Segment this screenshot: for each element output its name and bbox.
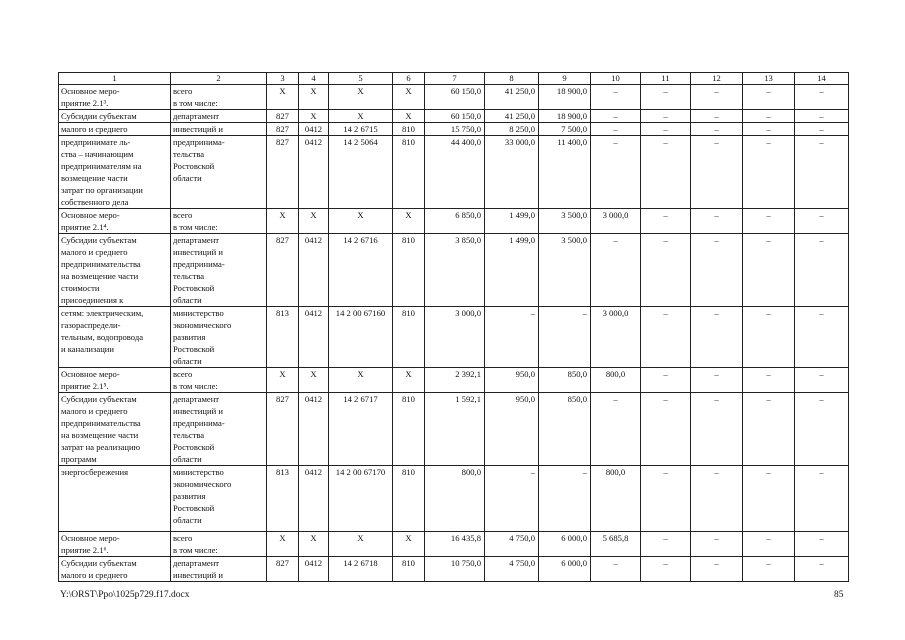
activity-cell: Основное меро- приятие 2.1⁴. (59, 209, 171, 234)
table-row (59, 110, 849, 123)
value-cell: 950,0 (485, 368, 539, 393)
value-cell: – (691, 466, 743, 532)
value-cell: – (743, 110, 795, 123)
value-cell: – (743, 557, 795, 582)
executor-cell: департамент инвестиций и предпринима- тельства Ростовской области (171, 393, 267, 466)
value-cell: 827 (267, 557, 299, 582)
table-row (59, 234, 849, 307)
value-cell: 6 000,0 (539, 557, 591, 582)
column-header: 11 (641, 73, 691, 85)
value-cell: – (641, 209, 691, 234)
activity-cell: Субсидии субъектам малого и среднего предпринимательства на возмещение части стоимости присоединения к (59, 234, 171, 307)
column-header: 4 (299, 73, 329, 85)
executor-cell: инвестиций и (171, 123, 267, 136)
value-cell: X (393, 532, 425, 557)
value-cell: – (691, 393, 743, 466)
value-cell: – (691, 557, 743, 582)
table-row (59, 307, 849, 368)
value-cell: 18 900,0 (539, 85, 591, 110)
value-cell: X (393, 368, 425, 393)
value-cell: 14 2 6716 (329, 234, 393, 307)
value-cell: 800,0 (425, 466, 485, 532)
value-cell: 10 750,0 (425, 557, 485, 582)
executor-cell: министерство экономического развития Ростовской области (171, 307, 267, 368)
value-cell: – (795, 368, 849, 393)
value-cell: – (591, 110, 641, 123)
value-cell: – (539, 466, 591, 532)
activity-cell: Субсидии субъектам малого и среднего предпринимательства на возмещение части затрат на реализацию программ (59, 393, 171, 466)
value-cell: – (641, 307, 691, 368)
value-cell: – (641, 466, 691, 532)
column-header: 9 (539, 73, 591, 85)
value-cell: 810 (393, 136, 425, 209)
value-cell: – (641, 85, 691, 110)
value-cell: – (743, 307, 795, 368)
value-cell: 8 250,0 (485, 123, 539, 136)
value-cell: 827 (267, 110, 299, 123)
activity-cell: предпринимате ль- ства – начинающим предпринимателям на возмещение части затрат по организации собственного дела (59, 136, 171, 209)
value-cell: – (591, 393, 641, 466)
column-header: 5 (329, 73, 393, 85)
value-cell: – (485, 466, 539, 532)
value-cell: 3 500,0 (539, 234, 591, 307)
value-cell: 0412 (299, 557, 329, 582)
value-cell: – (743, 209, 795, 234)
activity-cell: Основное меро- приятие 2.1⁶. (59, 532, 171, 557)
value-cell: X (299, 209, 329, 234)
value-cell: 800,0 (591, 368, 641, 393)
activity-cell: Основное меро- приятие 2.1³. (59, 85, 171, 110)
value-cell: 810 (393, 234, 425, 307)
activity-cell: Субсидии субъектам (59, 110, 171, 123)
value-cell: 60 150,0 (425, 110, 485, 123)
value-cell: X (329, 368, 393, 393)
value-cell: 14 2 00 67170 (329, 466, 393, 532)
activity-cell: энергосбережения (59, 466, 171, 532)
value-cell: – (591, 234, 641, 307)
value-cell: – (691, 368, 743, 393)
value-cell: – (743, 532, 795, 557)
activity-cell: Основное меро- приятие 2.1⁵. (59, 368, 171, 393)
value-cell: 41 250,0 (485, 85, 539, 110)
value-cell: 3 000,0 (591, 307, 641, 368)
value-cell: – (591, 136, 641, 209)
value-cell: 16 435,8 (425, 532, 485, 557)
value-cell: – (795, 557, 849, 582)
value-cell: X (329, 110, 393, 123)
value-cell: – (539, 307, 591, 368)
value-cell: 827 (267, 234, 299, 307)
value-cell: – (591, 557, 641, 582)
value-cell: X (299, 532, 329, 557)
value-cell: – (691, 110, 743, 123)
value-cell: 41 250,0 (485, 110, 539, 123)
value-cell: – (691, 123, 743, 136)
value-cell: – (691, 85, 743, 110)
value-cell: 14 2 00 67160 (329, 307, 393, 368)
value-cell: – (795, 393, 849, 466)
executor-cell: департамент инвестиций и предпринима- тельства Ростовской области (171, 234, 267, 307)
value-cell: 0412 (299, 136, 329, 209)
value-cell: 810 (393, 123, 425, 136)
page-number: 85 (834, 590, 844, 600)
value-cell: – (641, 234, 691, 307)
value-cell: 0412 (299, 307, 329, 368)
budget-table (58, 72, 849, 582)
value-cell: 850,0 (539, 368, 591, 393)
value-cell: 2 392,1 (425, 368, 485, 393)
value-cell: 11 400,0 (539, 136, 591, 209)
value-cell: – (641, 532, 691, 557)
executor-cell: всего в том числе: (171, 85, 267, 110)
value-cell: 1 592,1 (425, 393, 485, 466)
value-cell: – (691, 307, 743, 368)
value-cell: 0412 (299, 234, 329, 307)
value-cell: 14 2 6718 (329, 557, 393, 582)
value-cell: – (795, 85, 849, 110)
value-cell: – (743, 123, 795, 136)
value-cell: – (743, 85, 795, 110)
value-cell: 44 400,0 (425, 136, 485, 209)
value-cell: 18 900,0 (539, 110, 591, 123)
value-cell: – (641, 123, 691, 136)
value-cell: – (795, 123, 849, 136)
value-cell: 4 750,0 (485, 557, 539, 582)
value-cell: X (393, 209, 425, 234)
value-cell: – (641, 136, 691, 209)
value-cell: 810 (393, 557, 425, 582)
value-cell: X (299, 110, 329, 123)
value-cell: X (267, 532, 299, 557)
value-cell: – (691, 136, 743, 209)
value-cell: – (743, 234, 795, 307)
value-cell: – (691, 209, 743, 234)
column-header: 8 (485, 73, 539, 85)
value-cell: – (485, 307, 539, 368)
value-cell: 3 850,0 (425, 234, 485, 307)
value-cell: – (641, 110, 691, 123)
activity-cell: малого и среднего (59, 123, 171, 136)
value-cell: – (795, 532, 849, 557)
value-cell: – (591, 85, 641, 110)
column-header: 14 (795, 73, 849, 85)
executor-cell: предпринима- тельства Ростовской области (171, 136, 267, 209)
value-cell: 3 500,0 (539, 209, 591, 234)
table-row (59, 123, 849, 136)
value-cell: 1 499,0 (485, 209, 539, 234)
executor-cell: всего в том числе: (171, 209, 267, 234)
activity-cell: Субсидии субъектам малого и среднего (59, 557, 171, 582)
value-cell: – (795, 307, 849, 368)
value-cell: 14 2 6715 (329, 123, 393, 136)
value-cell: – (641, 368, 691, 393)
value-cell: 6 850,0 (425, 209, 485, 234)
table-row (59, 85, 849, 110)
table-row (59, 393, 849, 466)
value-cell: 800,0 (591, 466, 641, 532)
value-cell: – (795, 110, 849, 123)
value-cell: 827 (267, 136, 299, 209)
value-cell: 850,0 (539, 393, 591, 466)
value-cell: X (329, 532, 393, 557)
value-cell: 827 (267, 393, 299, 466)
value-cell: X (299, 85, 329, 110)
table-row (59, 136, 849, 209)
value-cell: X (393, 110, 425, 123)
value-cell: – (691, 532, 743, 557)
value-cell: 0412 (299, 393, 329, 466)
value-cell: 3 000,0 (425, 307, 485, 368)
value-cell: – (641, 393, 691, 466)
table-body (59, 73, 849, 582)
value-cell: 813 (267, 307, 299, 368)
value-cell: – (691, 234, 743, 307)
value-cell: X (329, 209, 393, 234)
table-row (59, 466, 849, 532)
column-header: 7 (425, 73, 485, 85)
value-cell: – (743, 466, 795, 532)
value-cell: X (299, 368, 329, 393)
executor-cell: всего в том числе: (171, 368, 267, 393)
value-cell: 827 (267, 123, 299, 136)
value-cell: X (393, 85, 425, 110)
value-cell: – (795, 466, 849, 532)
table-row (59, 209, 849, 234)
value-cell: X (267, 209, 299, 234)
table-row (59, 532, 849, 557)
value-cell: 14 2 5064 (329, 136, 393, 209)
value-cell: 3 000,0 (591, 209, 641, 234)
value-cell: X (267, 368, 299, 393)
value-cell: 33 000,0 (485, 136, 539, 209)
value-cell: 4 750,0 (485, 532, 539, 557)
column-header: 13 (743, 73, 795, 85)
file-path: Y:\ORST\Ppo\1025p729.f17.docx (60, 590, 190, 600)
executor-cell: всего в том числе: (171, 532, 267, 557)
value-cell: – (591, 123, 641, 136)
activity-cell: сетям: электрическим, газораспредели- тельным, водопровода и канализации (59, 307, 171, 368)
value-cell: 810 (393, 466, 425, 532)
value-cell: 7 500,0 (539, 123, 591, 136)
value-cell: 0412 (299, 123, 329, 136)
column-header: 1 (59, 73, 171, 85)
value-cell: 950,0 (485, 393, 539, 466)
value-cell: – (795, 136, 849, 209)
executor-cell: департамент (171, 110, 267, 123)
column-header: 3 (267, 73, 299, 85)
column-header: 6 (393, 73, 425, 85)
value-cell: – (743, 368, 795, 393)
value-cell: 14 2 6717 (329, 393, 393, 466)
value-cell: 5 685,8 (591, 532, 641, 557)
value-cell: 1 499,0 (485, 234, 539, 307)
value-cell: 6 000,0 (539, 532, 591, 557)
value-cell: X (267, 85, 299, 110)
value-cell: 813 (267, 466, 299, 532)
value-cell: X (329, 85, 393, 110)
value-cell: 60 150,0 (425, 85, 485, 110)
value-cell: – (743, 136, 795, 209)
value-cell: – (743, 393, 795, 466)
table-row (59, 368, 849, 393)
value-cell: – (641, 557, 691, 582)
value-cell: 0412 (299, 466, 329, 532)
column-header: 2 (171, 73, 267, 85)
column-header: 10 (591, 73, 641, 85)
column-header: 12 (691, 73, 743, 85)
header-row (59, 73, 849, 85)
table-row (59, 557, 849, 582)
value-cell: 810 (393, 307, 425, 368)
executor-cell: министерство экономического развития Ростовской области (171, 466, 267, 532)
executor-cell: департамент инвестиций и (171, 557, 267, 582)
value-cell: 810 (393, 393, 425, 466)
value-cell: – (795, 234, 849, 307)
value-cell: – (795, 209, 849, 234)
value-cell: 15 750,0 (425, 123, 485, 136)
